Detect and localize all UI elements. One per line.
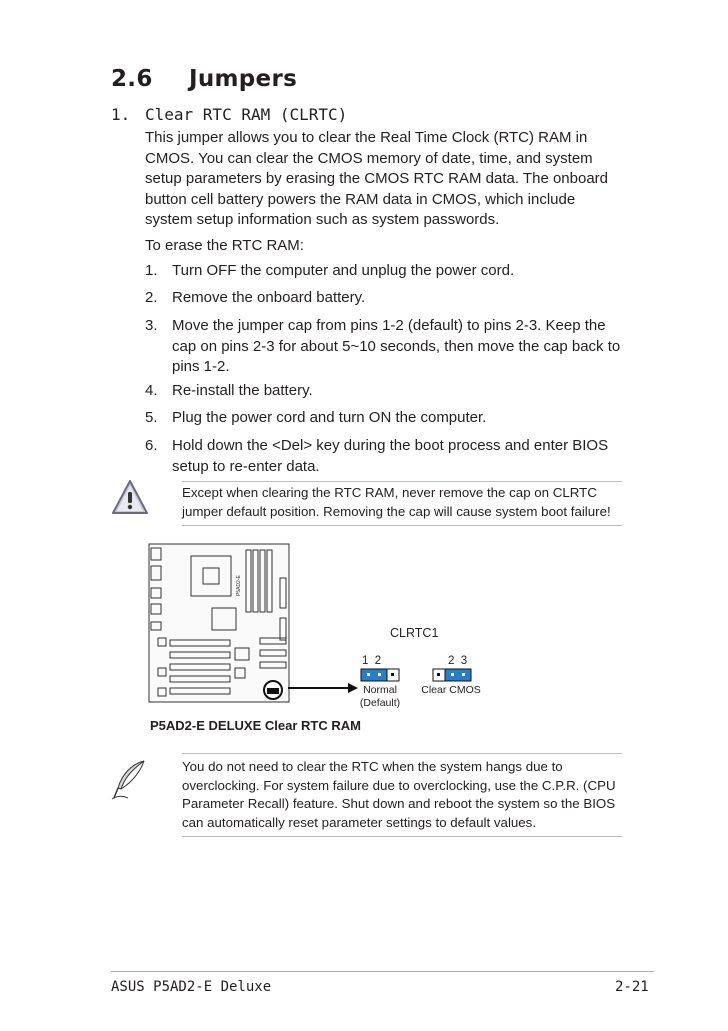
steps-intro: To erase the RTC RAM: <box>145 237 304 254</box>
footer-rule <box>111 971 654 972</box>
step-number: 4. <box>145 382 158 399</box>
step-number: 6. <box>145 437 158 454</box>
section-heading <box>111 66 297 92</box>
normal-label-group <box>357 684 403 710</box>
motherboard-diagram <box>140 538 300 710</box>
clear-label: Clear CMOS <box>421 684 481 696</box>
step-text: Move the jumper cap from pins 1-2 (default) to pins 2-3. Keep the cap on pins 2-3 for about 5~10 seconds, then move the cap back to pins 1-2. <box>172 317 621 375</box>
step-number: 5. <box>145 409 158 426</box>
step-number: 1. <box>145 262 158 279</box>
footer-title: ASUS P5AD2-E Deluxe <box>111 979 272 995</box>
board-logo: P5AD2-E <box>236 575 242 596</box>
normal-sub-label: (Default) <box>359 697 401 709</box>
note-box <box>182 753 622 837</box>
normal-pins: 1 2 <box>362 655 382 667</box>
list-item <box>145 316 625 378</box>
page-number: 2-21 <box>615 979 649 995</box>
section-number: 2.6 <box>111 66 153 92</box>
step-number: 2. <box>145 289 158 306</box>
list-item <box>145 288 625 309</box>
warning-icon <box>110 478 150 518</box>
step-text: Re-install the battery. <box>172 382 313 399</box>
warning-box <box>182 481 622 526</box>
step-number: 3. <box>145 317 158 334</box>
jumper-name: CLRTC1 <box>390 626 439 640</box>
jumper-clear <box>432 667 472 683</box>
step-text: Remove the onboard battery. <box>172 289 366 306</box>
subsection-heading <box>111 105 347 124</box>
feather-note-icon <box>110 758 150 802</box>
arrow-icon <box>288 681 360 695</box>
list-item <box>145 261 625 282</box>
list-item <box>145 408 625 429</box>
subsection-title: Clear RTC RAM (CLRTC) <box>145 105 348 124</box>
warning-text: Except when clearing the RTC RAM, never remove the cap on CLRTC jumper default position. Removing the cap will cause system boot failure! <box>182 485 611 519</box>
clear-pins: 2 3 <box>448 655 468 667</box>
normal-label: Normal <box>363 684 397 696</box>
list-item <box>145 381 625 402</box>
section-title: Jumpers <box>189 66 298 92</box>
list-item <box>145 436 625 477</box>
note-text: You do not need to clear the RTC when the system hangs due to overclocking. For system failure due to overclocking, use the C.P.R. (CPU Parameter Recall) feature. Shut down and reboot the system so the BIOS can automatically reset parameter settings to default values. <box>182 759 616 830</box>
step-text: Turn OFF the computer and unplug the power cord. <box>172 262 515 279</box>
subsection-number: 1. <box>111 105 131 124</box>
step-text: Plug the power cord and turn ON the computer. <box>172 409 487 426</box>
step-text: Hold down the <Del> key during the boot process and enter BIOS setup to re-enter data. <box>172 437 609 475</box>
diagram-caption: P5AD2-E DELUXE Clear RTC RAM <box>150 718 361 733</box>
intro-paragraph: This jumper allows you to clear the Real Time Clock (RTC) RAM in CMOS. You can clear the CMOS memory of date, time, and system setup parameters by erasing the CMOS RTC RAM data. The onboard button cell battery powers the RAM data in CMOS, which include system setup information such as system passwords. <box>145 129 609 228</box>
jumper-normal <box>360 667 400 683</box>
